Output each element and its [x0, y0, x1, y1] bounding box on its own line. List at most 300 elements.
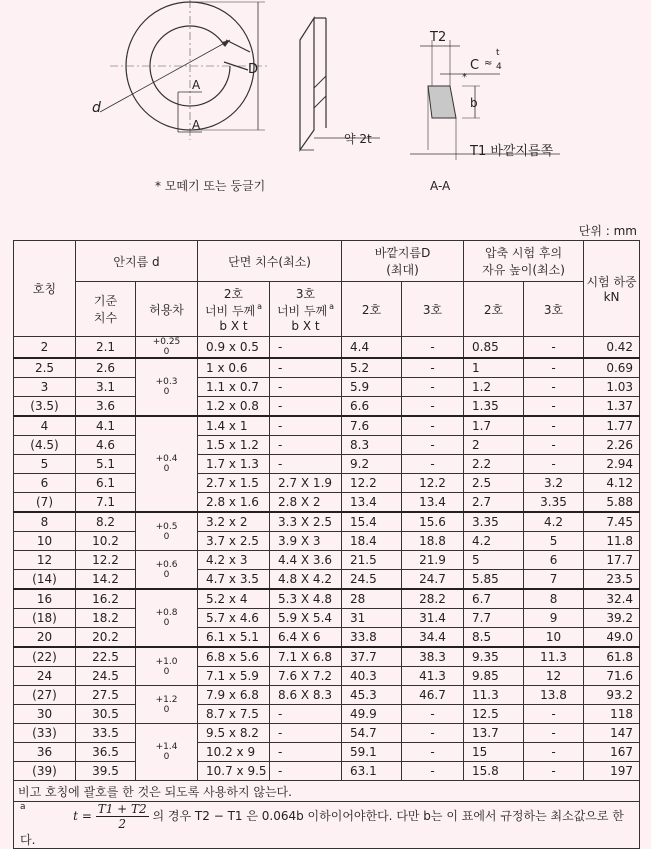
cell-outer-dia-2: 59.1	[342, 743, 402, 762]
cell-outer-dia-2: 15.4	[342, 512, 402, 532]
tolerance-minus: 0	[163, 569, 170, 580]
cell-outer-dia-3: 21.9	[402, 551, 464, 570]
cell-free-height-2: 1.7	[464, 416, 524, 436]
header-outer-dia-l2: (최대)	[386, 263, 419, 277]
cell-free-height-2: 1.2	[464, 378, 524, 397]
cell-free-height-2: 2.2	[464, 455, 524, 474]
cell-test-load: 0.69	[584, 358, 640, 378]
cell-test-load: 0.42	[584, 337, 640, 359]
cell-section-2: 10.7 x 9.5	[198, 762, 270, 781]
cell-nominal: 24	[14, 667, 76, 686]
table-row	[14, 358, 640, 378]
cell-nominal: (22)	[14, 647, 76, 667]
cell-section-3: -	[270, 705, 342, 724]
cell-free-height-3: 13.8	[524, 686, 584, 705]
cell-section-3: -	[270, 724, 342, 743]
cell-test-load: 17.7	[584, 551, 640, 570]
cell-outer-dia-2: 31	[342, 609, 402, 628]
cell-outer-dia-2: 45.3	[342, 686, 402, 705]
cell-section-2: 8.7 x 7.5	[198, 705, 270, 724]
label-2t: 약 2t	[344, 132, 372, 146]
cell-free-height-3: -	[524, 358, 584, 378]
table-row	[14, 436, 640, 455]
cell-free-height-3: 4.2	[524, 512, 584, 532]
tolerance-minus: 0	[163, 531, 170, 542]
formula-t: t	[73, 809, 78, 823]
cell-outer-dia-2: 37.7	[342, 647, 402, 667]
cell-free-height-3: -	[524, 378, 584, 397]
cell-outer-dia-3: -	[402, 358, 464, 378]
cell-section-2: 1.7 x 1.3	[198, 455, 270, 474]
formula-denominator: 2	[118, 817, 127, 831]
cell-section-3: -	[270, 743, 342, 762]
label-d: d	[92, 100, 101, 116]
cell-test-load: 2.94	[584, 455, 640, 474]
header-section: 단면 치수(최소)	[198, 241, 342, 282]
cell-base-dia: 14.2	[76, 570, 136, 590]
cell-outer-dia-2: 12.2	[342, 474, 402, 493]
cell-nominal: 16	[14, 589, 76, 609]
cell-free-height-2: 8.5	[464, 628, 524, 648]
cell-base-dia: 2.1	[76, 337, 136, 359]
cell-outer-dia-3: -	[402, 724, 464, 743]
table-row	[14, 686, 640, 705]
cell-base-dia: 36.5	[76, 743, 136, 762]
side-view	[300, 18, 314, 150]
tolerance-minus: 0	[163, 704, 170, 715]
cell-base-dia: 30.5	[76, 705, 136, 724]
cell-free-height-3: -	[524, 337, 584, 359]
cell-nominal: 30	[14, 705, 76, 724]
table-row	[14, 551, 640, 570]
table-row	[14, 512, 640, 532]
cell-outer-dia-2: 24.5	[342, 570, 402, 590]
cell-base-dia: 22.5	[76, 647, 136, 667]
cell-section-3: 2.8 X 2	[270, 493, 342, 513]
cell-nominal: (27)	[14, 686, 76, 705]
cell-section-3: -	[270, 455, 342, 474]
tolerance-minus: 0	[163, 387, 170, 397]
cell-nominal: 2.5	[14, 358, 76, 378]
cell-free-height-2: 2	[464, 436, 524, 455]
washer-drawing	[0, 0, 651, 200]
cell-outer-dia-2: 18.4	[342, 532, 402, 551]
label-A-top: A	[192, 78, 201, 92]
cell-tolerance	[136, 686, 198, 724]
table-row	[14, 455, 640, 474]
label-b: b	[470, 96, 478, 110]
cell-nominal: (3.5)	[14, 397, 76, 417]
header-no3-sup: a	[329, 302, 335, 311]
tolerance-plus: +1.4	[155, 742, 178, 752]
cell-base-dia: 39.5	[76, 762, 136, 781]
cell-section-3: -	[270, 358, 342, 378]
cell-section-3: -	[270, 762, 342, 781]
cell-tolerance	[136, 416, 198, 512]
cell-tolerance	[136, 647, 198, 686]
d-dimension-line	[100, 40, 230, 112]
cell-section-2: 6.8 x 5.6	[198, 647, 270, 667]
cell-test-load: 93.2	[584, 686, 640, 705]
cell-test-load: 118	[584, 705, 640, 724]
cell-section-2: 2.7 x 1.5	[198, 474, 270, 493]
cell-free-height-3: 6	[524, 551, 584, 570]
formula-eq: =	[81, 809, 92, 823]
tolerance-minus: 0	[163, 752, 170, 762]
cell-outer-dia-2: 9.2	[342, 455, 402, 474]
cell-outer-dia-2: 28	[342, 589, 402, 609]
cell-free-height-3: 11.3	[524, 647, 584, 667]
cell-section-3: 5.9 X 5.4	[270, 609, 342, 628]
cell-free-height-2: 5.85	[464, 570, 524, 590]
cell-outer-dia-2: 5.2	[342, 358, 402, 378]
unit-label: 단위 : mm	[578, 224, 637, 238]
formula-mark: a	[20, 802, 26, 812]
header-no3-l2: 너비 두께	[276, 304, 328, 318]
cell-section-2: 1.2 x 0.8	[198, 397, 270, 417]
cell-outer-dia-2: 4.4	[342, 337, 402, 359]
table-row	[14, 667, 640, 686]
cell-nominal: (39)	[14, 762, 76, 781]
table-row	[14, 762, 640, 781]
cell-outer-dia-3: 34.4	[402, 628, 464, 648]
caption-section: A-A	[430, 179, 451, 193]
cell-base-dia: 4.6	[76, 436, 136, 455]
label-T2: T2	[430, 30, 447, 45]
tolerance-plus: +0.4	[155, 454, 178, 464]
header-no3-section	[270, 282, 342, 337]
cell-nominal: 4	[14, 416, 76, 436]
tolerance-plus: +0.8	[155, 608, 178, 618]
cell-base-dia: 24.5	[76, 667, 136, 686]
header-free-height-l2: 자유 높이(최소)	[482, 263, 565, 277]
cell-outer-dia-3: 38.3	[402, 647, 464, 667]
cell-free-height-2: 7.7	[464, 609, 524, 628]
header-test-load	[584, 241, 640, 337]
cell-outer-dia-3: -	[402, 762, 464, 781]
label-T1: T1 바깥지름쪽	[470, 144, 554, 159]
table-row	[14, 589, 640, 609]
cell-tolerance	[136, 358, 198, 416]
cell-section-3: -	[270, 378, 342, 397]
cell-free-height-3: 10	[524, 628, 584, 648]
header-no2-l2: 너비 두께	[204, 304, 256, 318]
cell-outer-dia-2: 40.3	[342, 667, 402, 686]
cell-free-height-2: 11.3	[464, 686, 524, 705]
cell-outer-dia-2: 49.9	[342, 705, 402, 724]
cell-free-height-2: 3.35	[464, 512, 524, 532]
header-base-l2: 치수	[93, 311, 118, 325]
cell-section-2: 0.9 x 0.5	[198, 337, 270, 359]
cell-outer-dia-3: 31.4	[402, 609, 464, 628]
table-row	[14, 493, 640, 513]
cell-section-3: -	[270, 397, 342, 417]
table-row	[14, 416, 640, 436]
cell-outer-dia-3: -	[402, 378, 464, 397]
label-t-num: t	[496, 48, 500, 58]
cell-test-load: 197	[584, 762, 640, 781]
header-free-height-l1: 압축 시험 후의	[484, 246, 563, 260]
header-test-load-l2: kN	[603, 290, 620, 304]
cell-test-load: 147	[584, 724, 640, 743]
cell-outer-dia-3: -	[402, 743, 464, 762]
cell-outer-dia-2: 63.1	[342, 762, 402, 781]
cell-outer-dia-3: 46.7	[402, 686, 464, 705]
formula-text: 의 경우 T2 − T1 은 0.064b 이하이어야한다. 다만 b는 이 표에서 규정하는 최소값으로 한다.	[20, 809, 624, 847]
cell-test-load: 49.0	[584, 628, 640, 648]
header-od-3: 3호	[402, 282, 464, 337]
cell-outer-dia-3: 28.2	[402, 589, 464, 609]
cell-test-load: 71.6	[584, 667, 640, 686]
cell-section-2: 5.2 x 4	[198, 589, 270, 609]
tolerance-plus: +0.25	[152, 337, 181, 347]
cell-free-height-2: 4.2	[464, 532, 524, 551]
cell-tolerance	[136, 724, 198, 781]
cell-base-dia: 6.1	[76, 474, 136, 493]
cell-section-3: 7.1 X 6.8	[270, 647, 342, 667]
cell-section-2: 1.1 x 0.7	[198, 378, 270, 397]
table-row	[14, 609, 640, 628]
cell-outer-dia-2: 54.7	[342, 724, 402, 743]
header-od-2: 2호	[342, 282, 402, 337]
header-base-l1: 기준	[93, 294, 118, 308]
cell-free-height-2: 15	[464, 743, 524, 762]
table-row	[14, 337, 640, 359]
cell-nominal: 12	[14, 551, 76, 570]
table-row	[14, 743, 640, 762]
cell-tolerance	[136, 589, 198, 647]
cell-section-3: 7.6 X 7.2	[270, 667, 342, 686]
cell-nominal: 20	[14, 628, 76, 648]
header-nominal: 호칭	[14, 241, 76, 337]
label-t-den: 4	[496, 62, 502, 72]
cell-tolerance	[136, 337, 198, 359]
cell-free-height-3: -	[524, 436, 584, 455]
cell-free-height-2: 12.5	[464, 705, 524, 724]
tolerance-minus: 0	[163, 347, 170, 357]
cell-test-load: 4.12	[584, 474, 640, 493]
label-C: C	[470, 58, 480, 73]
cell-free-height-3: 3.35	[524, 493, 584, 513]
cell-base-dia: 27.5	[76, 686, 136, 705]
header-inner-dia: 안지름 d	[76, 241, 198, 282]
cell-free-height-2: 1	[464, 358, 524, 378]
cell-section-3: -	[270, 436, 342, 455]
cell-outer-dia-3: 12.2	[402, 474, 464, 493]
label-star: *	[462, 72, 467, 83]
tolerance-minus: 0	[163, 464, 170, 474]
table-row	[14, 647, 640, 667]
tolerance-plus: +0.5	[155, 521, 178, 532]
cell-test-load: 1.37	[584, 397, 640, 417]
cell-nominal: 5	[14, 455, 76, 474]
cell-free-height-3: 5	[524, 532, 584, 551]
cell-outer-dia-2: 6.6	[342, 397, 402, 417]
section-view	[428, 86, 456, 118]
cell-outer-dia-2: 5.9	[342, 378, 402, 397]
tolerance-minus: 0	[163, 618, 170, 628]
cell-base-dia: 10.2	[76, 532, 136, 551]
header-no2-l3: b X t	[219, 319, 248, 333]
header-no3-l3: b X t	[291, 319, 320, 333]
cell-section-2: 7.1 x 5.9	[198, 667, 270, 686]
formula-fraction	[96, 802, 149, 831]
cell-section-3: 3.3 X 2.5	[270, 512, 342, 532]
cell-test-load: 1.03	[584, 378, 640, 397]
tolerance-plus: +1.2	[155, 694, 178, 705]
cell-test-load: 5.88	[584, 493, 640, 513]
tolerance-plus: +0.3	[155, 377, 178, 387]
cell-section-3: 6.4 X 6	[270, 628, 342, 648]
header-fh-2: 2호	[464, 282, 524, 337]
cell-nominal: 3	[14, 378, 76, 397]
cell-test-load: 23.5	[584, 570, 640, 590]
label-A-bottom: A	[192, 118, 201, 132]
cell-outer-dia-3: -	[402, 416, 464, 436]
cell-free-height-3: -	[524, 416, 584, 436]
cell-test-load: 1.77	[584, 416, 640, 436]
tolerance-minus: 0	[163, 666, 170, 677]
cell-test-load: 2.26	[584, 436, 640, 455]
cell-test-load: 32.4	[584, 589, 640, 609]
cell-outer-dia-3: -	[402, 455, 464, 474]
table-row	[14, 532, 640, 551]
cell-section-2: 4.7 x 3.5	[198, 570, 270, 590]
cell-base-dia: 20.2	[76, 628, 136, 648]
cell-outer-dia-3: 13.4	[402, 493, 464, 513]
cell-nominal: 10	[14, 532, 76, 551]
cell-nominal: (18)	[14, 609, 76, 628]
header-fh-3: 3호	[524, 282, 584, 337]
cell-section-3: 3.9 X 3	[270, 532, 342, 551]
cell-section-2: 1.4 x 1	[198, 416, 270, 436]
cell-base-dia: 2.6	[76, 358, 136, 378]
table-body	[14, 337, 640, 781]
cell-section-2: 4.2 x 3	[198, 551, 270, 570]
cell-nominal: (33)	[14, 724, 76, 743]
cell-test-load: 61.8	[584, 647, 640, 667]
cell-outer-dia-2: 13.4	[342, 493, 402, 513]
cell-outer-dia-3: 18.8	[402, 532, 464, 551]
cell-free-height-3: 7	[524, 570, 584, 590]
cell-section-2: 5.7 x 4.6	[198, 609, 270, 628]
cell-free-height-2: 13.7	[464, 724, 524, 743]
header-free-height	[464, 241, 584, 282]
cell-free-height-2: 15.8	[464, 762, 524, 781]
table-row	[14, 474, 640, 493]
cell-section-2: 9.5 x 8.2	[198, 724, 270, 743]
cell-free-height-3: -	[524, 455, 584, 474]
cell-free-height-3: 8	[524, 589, 584, 609]
cell-nominal: (4.5)	[14, 436, 76, 455]
cell-outer-dia-2: 8.3	[342, 436, 402, 455]
cell-base-dia: 8.2	[76, 512, 136, 532]
label-approx: ≈	[484, 58, 493, 69]
cell-outer-dia-3: 24.7	[402, 570, 464, 590]
cell-nominal: (7)	[14, 493, 76, 513]
cell-section-2: 3.2 x 2	[198, 512, 270, 532]
cell-nominal: 6	[14, 474, 76, 493]
caption-chamfer: * 모떼기 또는 둥글기	[155, 179, 266, 193]
cell-section-3: 8.6 X 8.3	[270, 686, 342, 705]
tolerance-plus: +0.6	[155, 559, 178, 570]
cell-outer-dia-2: 33.8	[342, 628, 402, 648]
table-row	[14, 628, 640, 648]
cell-section-2: 7.9 x 6.8	[198, 686, 270, 705]
header-base	[76, 282, 136, 337]
header-no2-sup: a	[257, 302, 263, 311]
cell-section-3: 4.4 X 3.6	[270, 551, 342, 570]
cell-section-2: 1 x 0.6	[198, 358, 270, 378]
cell-base-dia: 4.1	[76, 416, 136, 436]
header-outer-dia-l1: 바깥지름D	[374, 246, 431, 260]
cell-free-height-3: 9	[524, 609, 584, 628]
header-no2-section	[198, 282, 270, 337]
cell-outer-dia-3: 15.6	[402, 512, 464, 532]
table-row	[14, 705, 640, 724]
tolerance-plus: +1.0	[155, 656, 178, 667]
cell-free-height-2: 2.5	[464, 474, 524, 493]
cell-section-3: 2.7 X 1.9	[270, 474, 342, 493]
cell-outer-dia-2: 21.5	[342, 551, 402, 570]
cell-nominal: (14)	[14, 570, 76, 590]
cell-outer-dia-3: -	[402, 436, 464, 455]
cell-free-height-2: 9.85	[464, 667, 524, 686]
cell-outer-dia-3: -	[402, 337, 464, 359]
cell-free-height-2: 2.7	[464, 493, 524, 513]
cell-outer-dia-3: 41.3	[402, 667, 464, 686]
cell-base-dia: 3.6	[76, 397, 136, 417]
cell-tolerance	[136, 512, 198, 551]
cell-nominal: 36	[14, 743, 76, 762]
cell-test-load: 167	[584, 743, 640, 762]
cell-section-3: -	[270, 337, 342, 359]
cell-base-dia: 18.2	[76, 609, 136, 628]
cell-section-3: -	[270, 416, 342, 436]
cell-free-height-3: -	[524, 743, 584, 762]
remark-note: 비고 호칭에 괄호를 한 것은 되도록 사용하지 않는다.	[14, 781, 640, 802]
cell-free-height-3: 3.2	[524, 474, 584, 493]
cell-base-dia: 7.1	[76, 493, 136, 513]
table-row	[14, 570, 640, 590]
cell-section-2: 2.8 x 1.6	[198, 493, 270, 513]
cell-free-height-2: 5	[464, 551, 524, 570]
cell-base-dia: 33.5	[76, 724, 136, 743]
cell-outer-dia-3: -	[402, 397, 464, 417]
formula-note	[14, 802, 640, 849]
cell-test-load: 7.45	[584, 512, 640, 532]
cell-free-height-2: 0.85	[464, 337, 524, 359]
cell-free-height-3: -	[524, 724, 584, 743]
cell-base-dia: 12.2	[76, 551, 136, 570]
cell-nominal: 2	[14, 337, 76, 359]
cell-free-height-2: 9.35	[464, 647, 524, 667]
cell-outer-dia-2: 7.6	[342, 416, 402, 436]
cell-section-3: 5.3 X 4.8	[270, 589, 342, 609]
table-row	[14, 724, 640, 743]
cell-base-dia: 16.2	[76, 589, 136, 609]
header-outer-dia	[342, 241, 464, 282]
cell-free-height-3: -	[524, 705, 584, 724]
spring-washer-table	[13, 240, 640, 849]
header-no3-l1: 3호	[295, 287, 316, 301]
cell-free-height-2: 6.7	[464, 589, 524, 609]
cell-section-2: 10.2 x 9	[198, 743, 270, 762]
cell-nominal: 8	[14, 512, 76, 532]
cell-section-3: 4.8 X 4.2	[270, 570, 342, 590]
cell-section-2: 1.5 x 1.2	[198, 436, 270, 455]
header-no2-l1: 2호	[223, 287, 244, 301]
